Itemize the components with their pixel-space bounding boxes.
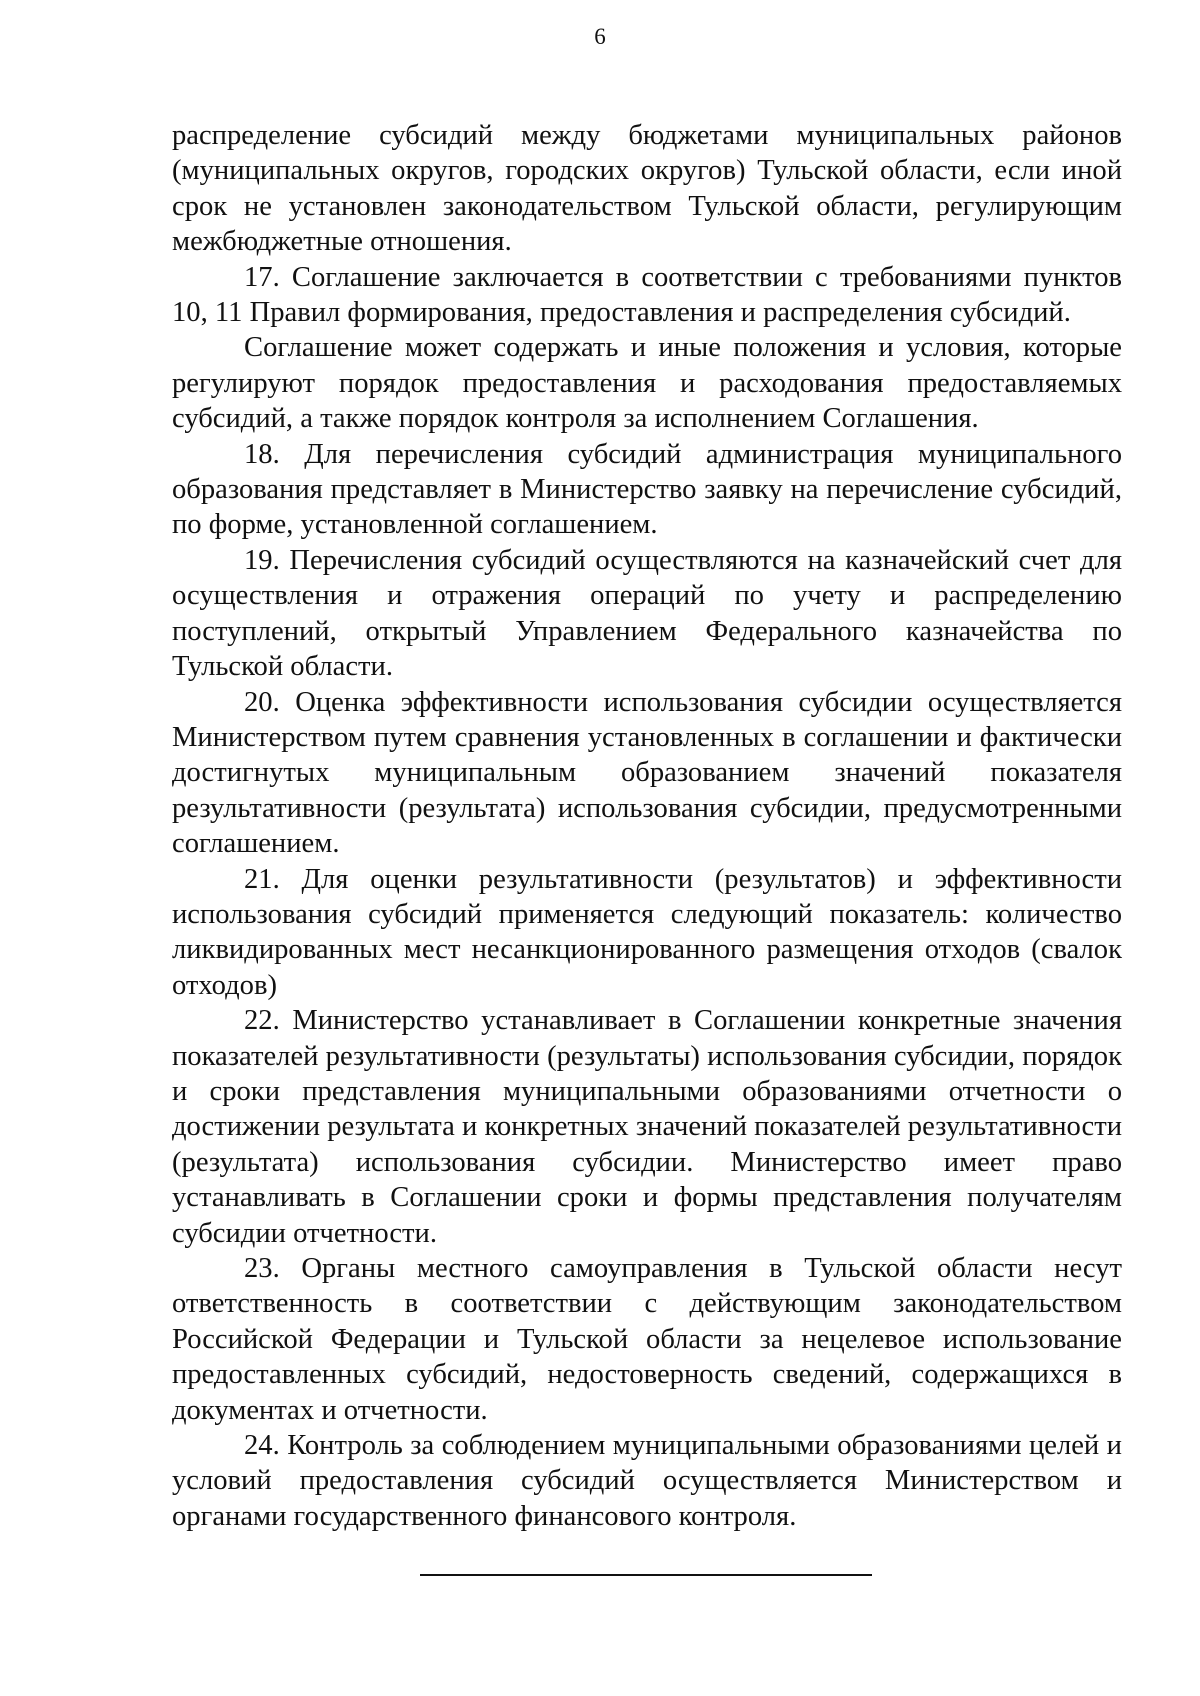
paragraph-19: 19. Перечисления субсидий осуществляются на казначейский счет для осуществления и отражения операций по учету и распределению поступлений, открытый Управлением Федерального казначейства по Тульской области. <box>172 544 1122 683</box>
paragraph-24: 24. Контроль за соблюдением муниципальными образованиями целей и условий предоставления субсидий осуществляется Министерством и органами государственного финансового контроля. <box>172 1430 1122 1532</box>
end-of-document-rule <box>420 1574 872 1576</box>
document-body <box>172 118 1122 1534</box>
paragraph-17-agreement-terms: Соглашение может содержать и иные положения и условия, которые регулируют порядок предоставления и расходования предоставляемых субсидий, а также порядок контроля за исполнением Соглашения. <box>172 332 1122 435</box>
paragraph-20: 20. Оценка эффективности использования субсидии осуществляется Министерством путем сравнения установленных в соглашении и фактически достигнутых муниципальным образованием значений показателя результативности (результата) использования субсидии, предусмотренными соглашением. <box>172 686 1122 860</box>
paragraph-continuation: распределение субсидий между бюджетами муниципальных районов (муниципальных округов, городских округов) Тульской области, если иной срок не установлен законодательством Тульской области, регулирующим межбюджетные отношения. <box>172 120 1122 258</box>
paragraph-22: 22. Министерство устанавливает в Соглашении конкретные значения показателей результативности (результаты) использования субсидии, порядок и сроки представления муниципальными образованиями отчетности о достижении результата и конкретных значений показателей результативности (результата) использования субсидии. Министерство имеет право устанавливать в Соглашении сроки и формы представления получателям субсидии отчетности. <box>172 1005 1122 1249</box>
page-number: 6 <box>594 24 606 49</box>
paragraph-23: 23. Органы местного самоуправления в Тульской области несут ответственность в соответствии с действующим законодательством Российской Федерации и Тульской области за нецелевое использование предоставленных субсидий, недостоверность сведений, содержащихся в документах и отчетности. <box>172 1253 1122 1426</box>
paragraph-17: 17. Соглашение заключается в соответствии с требованиями пунктов 10, 11 Правил формирования, предоставления и распределения субсидий. <box>172 261 1122 329</box>
paragraph-21: 21. Для оценки результативности (результатов) и эффективности использования субсидий применяется следующий показатель: количество ликвидированных мест несанкционированного размещения отходов (свалок отходов) <box>172 863 1122 1001</box>
paragraph-18: 18. Для перечисления субсидий администрация муниципального образования представляет в Министерство заявку на перечисление субсидий, по форме, установленной соглашением. <box>172 438 1122 541</box>
